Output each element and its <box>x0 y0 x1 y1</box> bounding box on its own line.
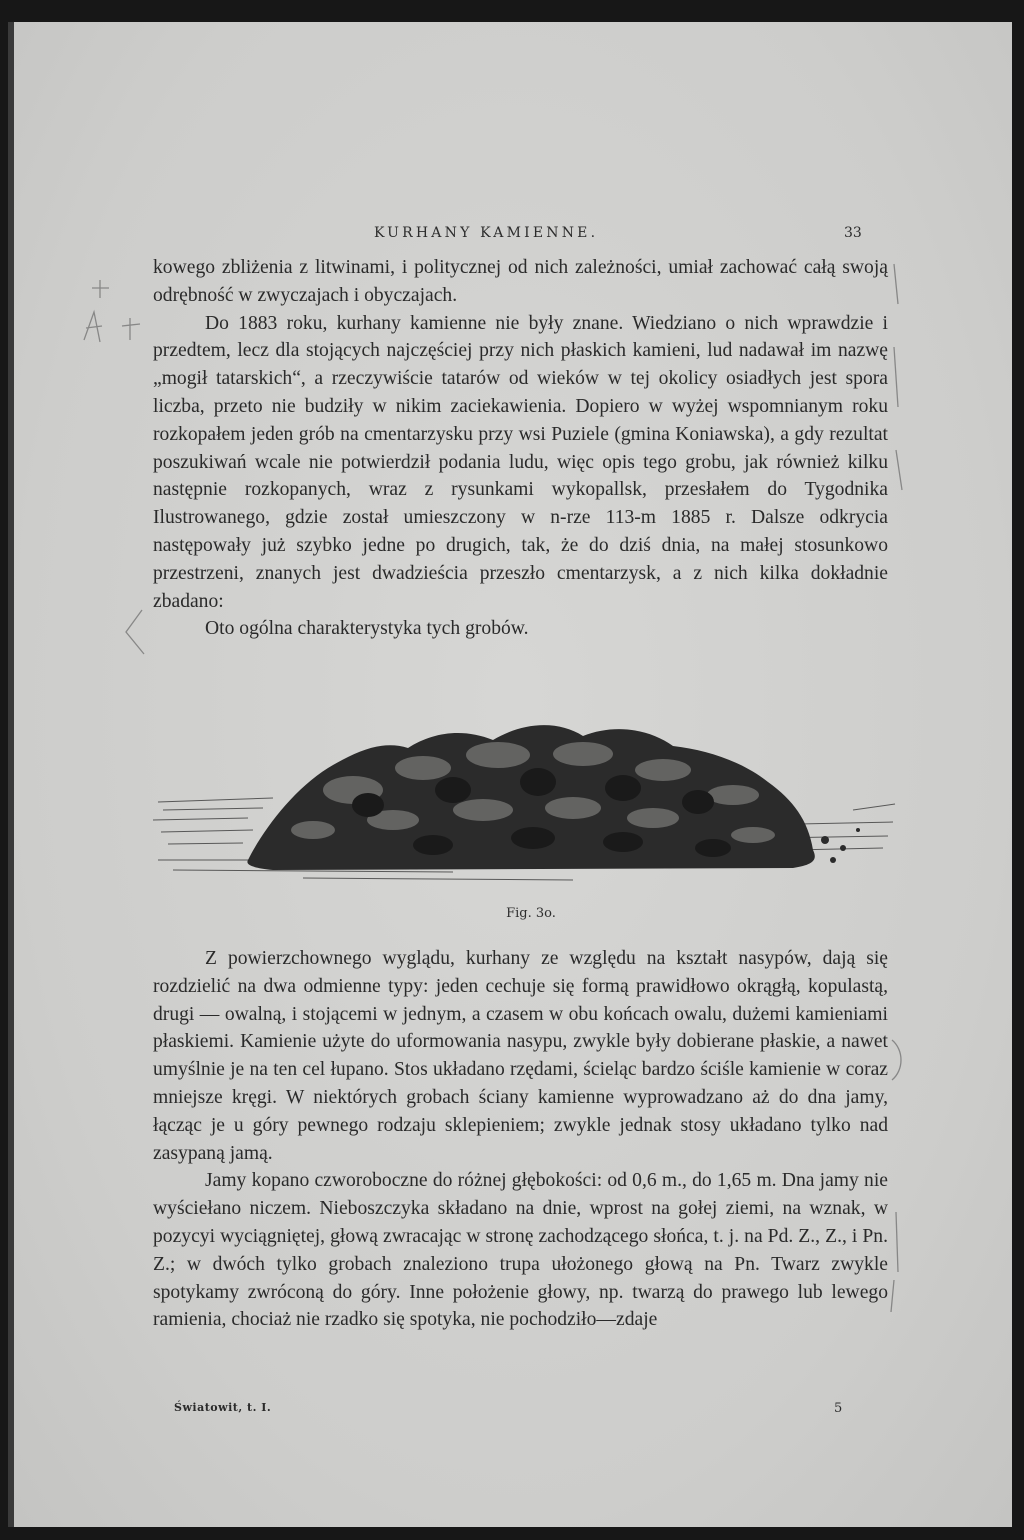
paragraph: kowego zbliżenia z litwinami, i politycznej od nich zależności, umiał zachować całą swoją odrębność w zwyczajach i obyczajach. <box>153 257 888 306</box>
text-block-bottom <box>153 945 888 1334</box>
stone-mound-illustration <box>153 710 898 900</box>
figure-kurhan-illustration <box>153 710 898 900</box>
signature-mark: Światowit, t. I. <box>174 1401 272 1414</box>
page-header <box>14 225 1012 249</box>
text-block-top <box>153 254 888 643</box>
paragraph: Z powierzchownego wyglądu, kurhany ze względu na kształt nasypów, dają się rozdzielić na dwa odmienne typy: jeden cechuje się formą prawidłowo okrągłą, kopulastą, drugi — owalną, i stojącemi w jednym, a czasem w obu końcach owalu, dużemi kamieniami płaskiemi. Kamienie użyte do uformowania nasypu, zwykle były dobierane płaskie, a nawet umyślnie je na ten cel łupano. Stos układano rzędami, ścieląc bardzo ściśle kamienie w coraz mniejsze kręgi. W niektórych grobach ściany kamienne wyprowadzano aż do dna jamy, łącząc je u góry pewnego rodzaju sklepieniem; zwykle jednak stosy układano tylko nad zasypaną jamą. <box>153 948 888 1164</box>
paragraph: Do 1883 roku, kurhany kamienne nie były znane. Wiedziano o nich wprawdzie i przedtem, lecz dla stojących najczęściej przy nich płaskich kamieni, lud nadawał im nazwę „mogił tatarskich“, a rzeczywiście tatarów od wieków w tej okolicy osiadłych jest spora liczba, przeto nie budziły w nikim zaciekawienia. Dopiero w wyżej wspomnianym roku rozkopałem jeden grób na cmentarzysku przy wsi Puziele (gmina Koniawska), a gdy rezultat poszukiwań wcale nie potwierdził podania ludu, więc opis tego grobu, jak również kilku następnie rozkopanych, wraz z rysunkami wykopallsk, przesłałem do Tygodnika Ilustrowanego, gdzie został umieszczony w n-rze 113-m 1885 r. Dalsze odkrycia następowały już szybko jedne po drugich, tak, że do dziś dnia, na małej stosunkowo przestrzeni, znanych jest dwadzieścia przeszło cmentarzysk, a z nich kilka dokładnie zbadano: <box>153 312 888 612</box>
page-number: 33 <box>844 225 862 241</box>
paragraph: Jamy kopano czworoboczne do różnej głębokości: od 0,6 m., do 1,65 m. Dna jamy nie wyściełano niczem. Nieboszczyka składano na dnie, wprost na gołej ziemi, na wznak, w pozycyi wyciągniętej, głową zwracając w stronę zachodzącego słońca, t. j. na Pd. Z., Z., i Pn. Z.; w dwóch tylko grobach znaleziono trupa ułożonego głową na Pn. Twarz zwykle spotykamy zwróconą do góry. Inne położenie głowy, np. twarzą do prawego lub lewego ramienia, chociaż nie rzadko się spotyka, nie pochodziło—zdaje <box>153 1170 888 1331</box>
book-page <box>8 22 1012 1527</box>
running-title: KURHANY KAMIENNE. <box>374 225 599 241</box>
figure-caption: Fig. 3o. <box>506 906 556 921</box>
sheet-number: 5 <box>834 1401 843 1416</box>
paragraph: Oto ogólna charakterystyka tych grobów. <box>205 618 529 640</box>
